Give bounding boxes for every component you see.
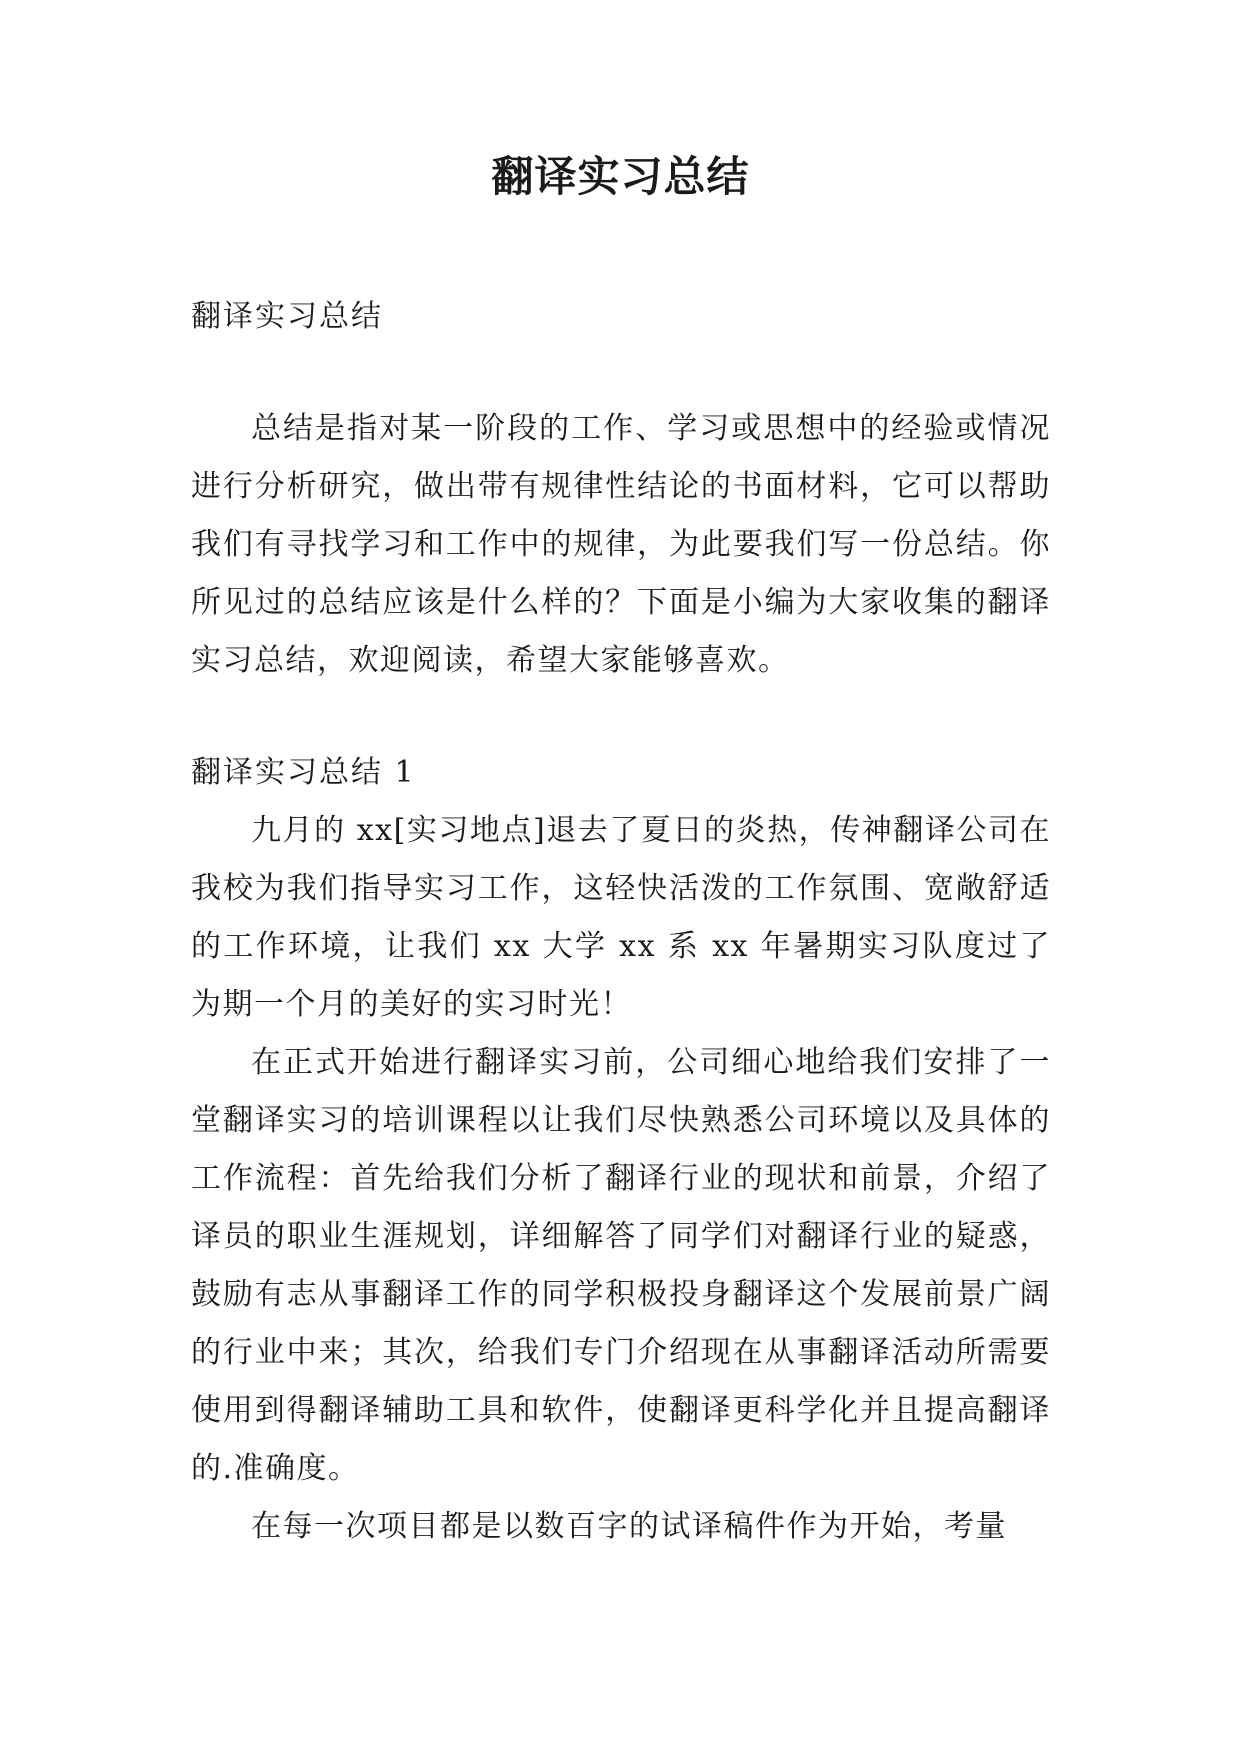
body-paragraph: 在每一次项目都是以数百字的试译稿件作为开始，考量 bbox=[251, 1509, 1007, 1544]
document-title: 翻译实习总结 bbox=[491, 152, 750, 201]
body-paragraph: 在正式开始进行翻译实习前，公司细心地给我们安排了一堂翻译实习的培训课程以让我们尽快熟悉公司环境以及具体的工作流程：首先给我们分析了翻译行业的现状和前景，介绍了译员的职业生涯规划，详细解答了同学们对翻译行业的疑惑，鼓励有志从事翻译工作的同学积极投身翻译这个发展前景广阔的行业中来；其次，给我们专门介绍现在从事翻译活动所需要使用到得翻译辅助工具和软件，使翻译更科学化并且提高翻译的.准确度。 bbox=[191, 1045, 1051, 1486]
body-paragraph: 九月的 xx[实习地点]退去了夏日的炎热，传神翻译公司在我校为我们指导实习工作，这轻快活泼的工作氛围、宽敞舒适的工作环境，让我们 xx 大学 xx 系 xx 年暑期实习队度过了为期一个月的美好的实习时光！ bbox=[191, 813, 1051, 1022]
section-heading: 翻译实习总结 1 bbox=[191, 755, 416, 790]
document-body bbox=[191, 288, 1051, 1556]
document-subtitle: 翻译实习总结 bbox=[191, 299, 383, 334]
intro-paragraph: 总结是指对某一阶段的工作、学习或思想中的经验或情况进行分析研究，做出带有规律性结论的书面材料，它可以帮助我们有寻找学习和工作中的规律，为此要我们写一份总结。你所见过的总结应该是什么样的？下面是小编为大家收集的翻译实习总结，欢迎阅读，希望大家能够喜欢。 bbox=[191, 411, 1051, 678]
